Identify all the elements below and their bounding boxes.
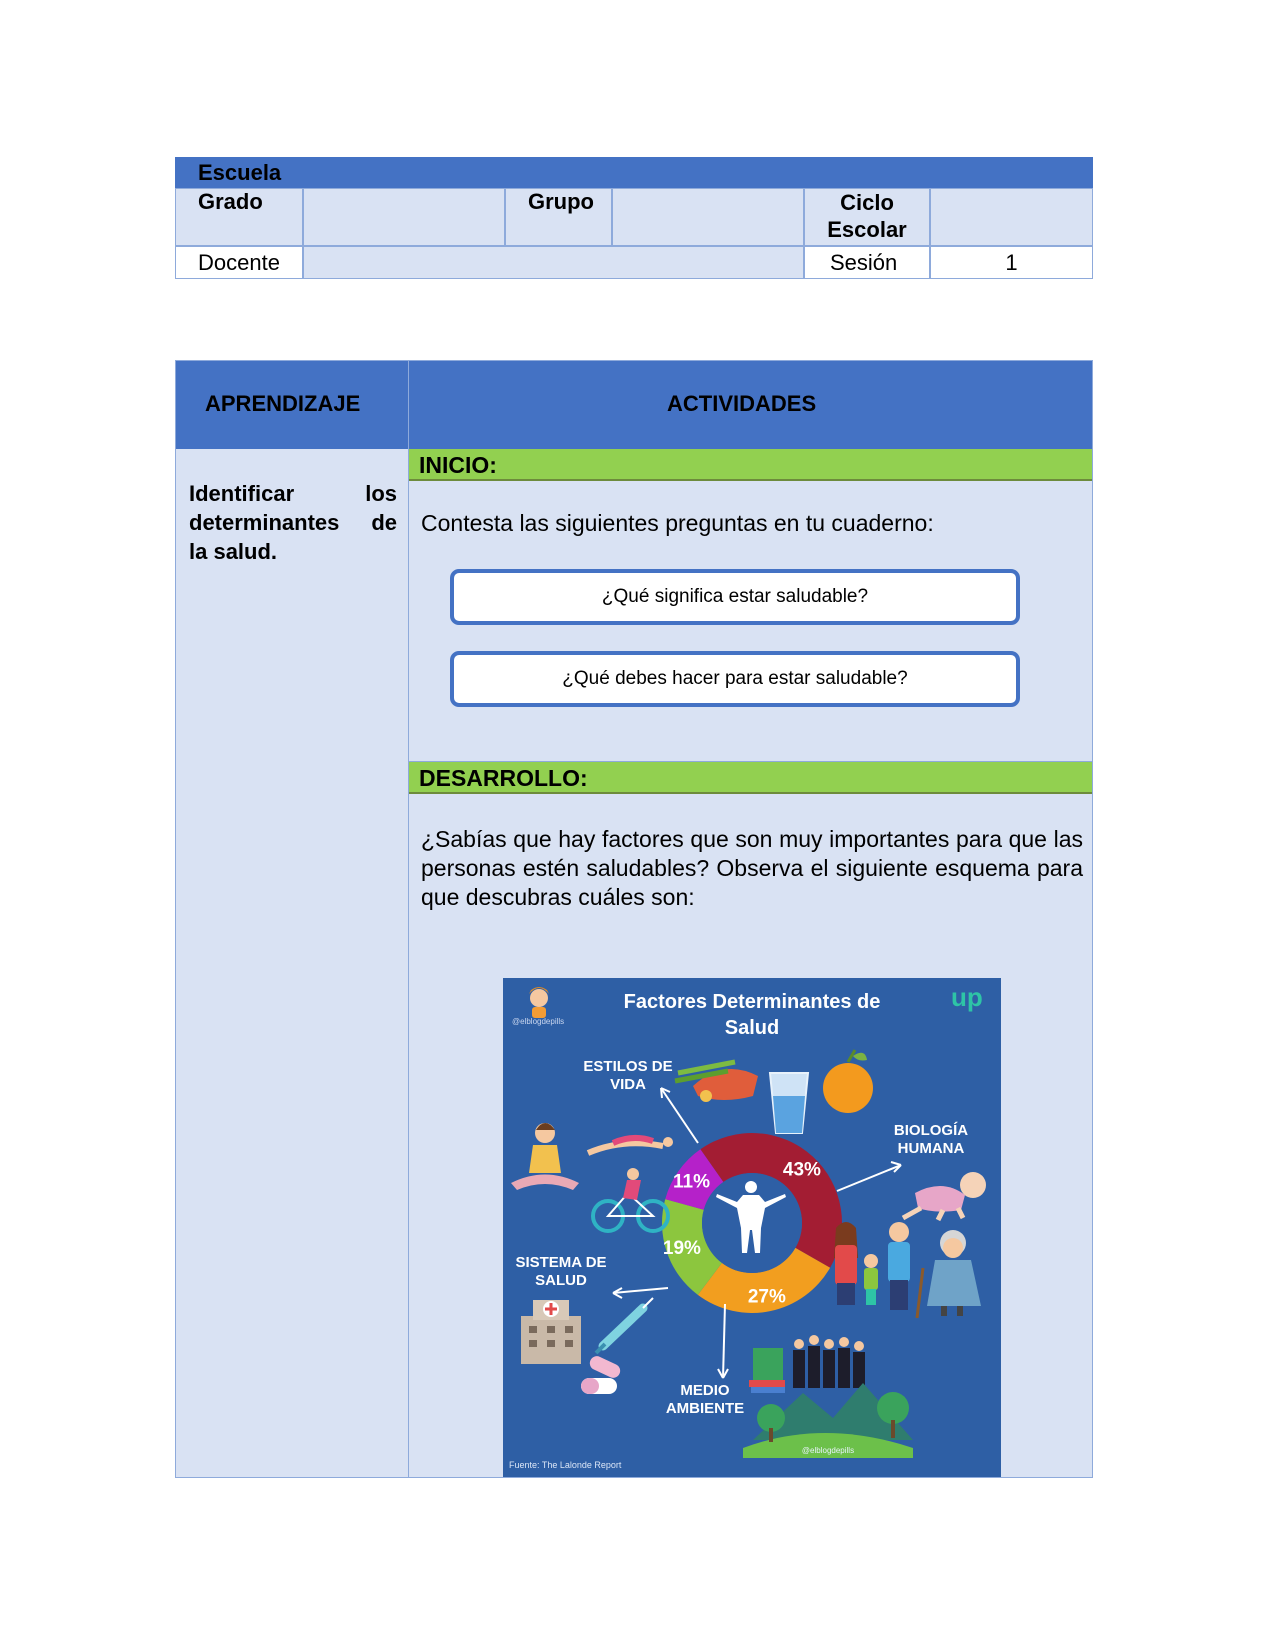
ciclo-label-line2: Escolar — [827, 217, 907, 242]
cyclist-icon — [593, 1168, 668, 1231]
yoga-person-icon — [511, 1123, 579, 1190]
table-header-row — [176, 361, 1092, 449]
aprendizaje-text — [189, 479, 397, 566]
pills-icon — [581, 1354, 622, 1394]
inicio-section-header — [409, 449, 1092, 481]
grado-value-field[interactable] — [303, 188, 505, 246]
pct-label-medio: 19% — [662, 1237, 701, 1259]
handle-top: @elblogdepills — [512, 1017, 565, 1026]
aprendizaje-word: determinantes — [189, 510, 340, 535]
label-estilos-2: VIDA — [610, 1076, 646, 1093]
sesion-value: 1 — [930, 246, 1093, 279]
swimmer-icon — [588, 1137, 673, 1153]
aprendizaje-line: la salud. — [189, 539, 278, 564]
arrow-medio-icon — [723, 1304, 725, 1378]
hospital-icon — [521, 1300, 581, 1364]
orange-icon — [823, 1050, 873, 1113]
determinantes-infographic — [503, 978, 1001, 1477]
desarrollo-title: DESARROLLO: — [419, 765, 588, 791]
source-text: Fuente: The Lalonde Report — [509, 1460, 622, 1470]
planning-table — [175, 360, 1093, 1478]
infographic-svg — [503, 978, 1001, 1477]
aprendizaje-word: los — [365, 481, 397, 506]
inicio-title: INICIO: — [419, 452, 497, 478]
family-icon — [834, 1222, 910, 1310]
grandmother-icon — [917, 1230, 981, 1318]
docente-label: Docente — [198, 250, 280, 275]
books-icon — [749, 1348, 785, 1393]
column-divider — [408, 361, 409, 1477]
pct-label-biologia: 27% — [747, 1286, 786, 1308]
grupo-value-field[interactable] — [612, 188, 804, 246]
aprendizaje-word: de — [371, 510, 397, 535]
sesion-label: Sesión — [830, 250, 898, 275]
handle-bottom: @elblogdepills — [801, 1446, 855, 1455]
food-icon — [675, 1062, 758, 1102]
up-logo-icon — [951, 982, 983, 1012]
label-medio-1: MEDIO — [680, 1382, 730, 1399]
docente-value-field[interactable] — [303, 246, 804, 279]
infographic-title-line1: Factores Determinantes de — [623, 991, 881, 1013]
question-box: ¿Qué debes hacer para estar saludable? — [450, 651, 1020, 707]
grado-label-cell — [175, 188, 303, 246]
syringe-icon — [596, 1298, 653, 1353]
label-medio-2: AMBIENTE — [665, 1400, 745, 1417]
ciclo-label-cell — [804, 188, 930, 246]
col-header-actividades: ACTIVIDADES — [667, 391, 817, 416]
grupo-label-cell — [505, 188, 612, 246]
aprendizaje-word: Identificar — [189, 481, 295, 506]
label-biologia-1: BIOLOGÍA — [893, 1122, 969, 1139]
people-group-icon — [793, 1335, 865, 1388]
baby-icon — [903, 1172, 986, 1220]
sesion-label-cell — [804, 246, 930, 279]
label-estilos-1: ESTILOS DE — [583, 1058, 673, 1075]
pct-label-sistema: 11% — [673, 1171, 711, 1193]
desarrollo-text: ¿Sabías que hay factores que son muy importantes para que las personas estén saludables? Observa el siguiente esquema para que descubras cuáles son: — [421, 826, 1083, 910]
infographic-title-line2: Salud — [724, 1017, 780, 1039]
inicio-instruction: Contesta las siguientes preguntas en tu cuaderno: — [421, 510, 934, 536]
label-sistema-2: SALUD — [535, 1272, 587, 1289]
ciclo-value-field[interactable] — [930, 188, 1093, 246]
escuela-label: Escuela — [198, 160, 282, 185]
pct-label-estilos: 43% — [782, 1159, 821, 1181]
label-sistema-1: SISTEMA DE — [515, 1254, 607, 1271]
water-glass-icon — [770, 1073, 808, 1133]
svg-text:up: up — [951, 982, 983, 1012]
question-box: ¿Qué significa estar saludable? — [450, 569, 1020, 625]
desarrollo-section-header — [409, 762, 1092, 794]
arrow-biologia-icon — [837, 1165, 901, 1191]
grupo-label: Grupo — [528, 189, 594, 214]
label-biologia-2: HUMANA — [897, 1140, 965, 1157]
ciclo-label-line1: Ciclo — [840, 190, 894, 215]
docente-label-cell — [175, 246, 303, 279]
mascot-icon — [529, 987, 549, 1018]
grado-label: Grado — [198, 189, 263, 214]
arrow-estilos-icon — [661, 1088, 698, 1143]
col-header-aprendizaje: APRENDIZAJE — [205, 391, 361, 416]
escuela-row — [175, 157, 1093, 188]
header-table — [175, 157, 1093, 281]
